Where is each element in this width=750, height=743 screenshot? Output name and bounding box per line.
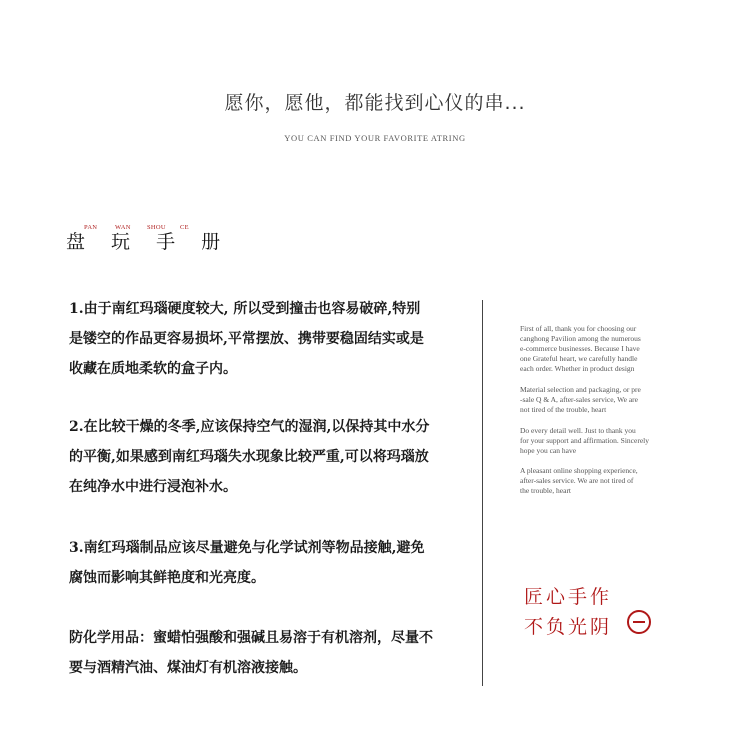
paragraph-line: 腐蚀而影响其鲜艳度和光亮度。 [69,570,265,586]
pinyin-label: WAN [115,224,131,231]
english-line: -sale Q & A, after-sales service, We are [520,395,639,404]
paragraph-line: 是镂空的作品更容易损坏,平常摆放、携带要稳固结实或是 [69,331,424,347]
english-line: e-commerce businesses. Because I have [520,344,640,353]
slogan-line-2: 不负光阴 [524,616,613,638]
english-line: A pleasant online shopping experience, [520,466,638,475]
care-paragraph-1 [69,294,464,384]
section-title: 盘 玩 手 册 [66,231,231,253]
headline: 愿你，愿他，都能找到心仪的串... [224,92,526,114]
paragraph-line: 在纯净水中进行浸泡补水。 [69,479,237,495]
english-line: for your support and affirmation. Sincerely [520,436,649,445]
paragraph-line: 的平衡,如果感到南红玛瑙失水现象比较严重,可以将玛瑙放 [69,449,429,465]
subheadline: YOU CAN FIND YOUR FAVORITE ATRING [284,133,466,143]
paragraph-line: 2.在比较干燥的冬季,应该保持空气的湿润,以保持其中水分 [69,419,430,435]
english-block-4 [520,466,690,496]
care-paragraph-3 [69,533,464,593]
english-block-2 [520,385,690,415]
english-line: First of all, thank you for choosing our [520,324,637,333]
pinyin-label: CE [180,224,189,231]
english-line: Material selection and packaging, or pre [520,385,641,394]
paragraph-line: 1.由于南红玛瑙硬度较大, 所以受到撞击也容易破碎,特别 [69,301,421,317]
paragraph-line: 要与酒精汽油、煤油灯有机溶液接触。 [69,660,307,676]
english-line: canghong Pavilion among the numerous [520,334,641,343]
english-block-1 [520,324,690,374]
pinyin-label: PAN [84,224,98,231]
minus-circle-icon [627,610,651,634]
english-line: not tired of the trouble, heart [520,405,607,414]
english-line: one Grateful heart, we carefully handle [520,354,638,363]
english-line: each order. Whether in product design [520,364,635,373]
english-line: hope you can have [520,446,577,455]
pinyin-label: SHOU [147,224,166,231]
english-line: after-sales service. We are not tired of [520,476,634,485]
paragraph-line: 收藏在质地柔软的盒子内。 [69,361,237,377]
paragraph-line: 3.南红玛瑙制品应该尽量避免与化学试剂等物品接触,避免 [69,540,425,556]
vertical-divider [482,300,483,686]
paragraph-line: 防化学用品：蜜蜡怕强酸和强碱且易溶于有机溶剂，尽量不 [69,630,433,646]
english-line: the trouble, heart [520,486,572,495]
slogan-line-1: 匠心手作 [524,586,613,608]
english-block-3 [520,426,690,456]
english-line: Do every detail well. Just to thank you [520,426,636,435]
care-paragraph-2 [69,412,464,502]
care-paragraph-4 [69,623,464,683]
